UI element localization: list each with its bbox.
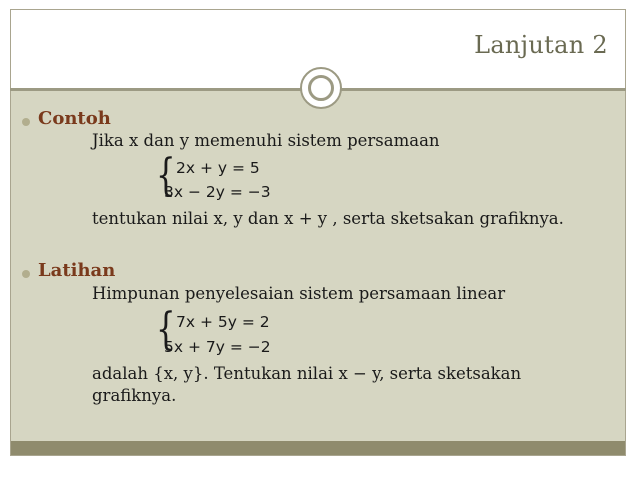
- contoh-brace-icon: {: [156, 150, 176, 201]
- latihan-brace-icon: {: [156, 304, 176, 355]
- latihan-intro: Himpunan penyelesaian sistem persamaan linear: [92, 284, 506, 303]
- bullet-latihan-icon: [22, 270, 30, 278]
- contoh-eq2: 3x − 2y = −3: [164, 183, 271, 201]
- slide-title: Lanjutan 2: [474, 31, 608, 59]
- contoh-task: tentukan nilai x, y dan x + y , serta sketsakan grafiknya.: [92, 209, 564, 228]
- ring-ornament-icon: [300, 67, 342, 109]
- latihan-task-line1: adalah {x, y}. Tentukan nilai x − y, serta sketsakan: [92, 364, 522, 383]
- latihan-heading: Latihan: [38, 260, 116, 281]
- bullet-contoh-icon: [22, 118, 30, 126]
- latihan-eq1: 7x + 5y = 2: [176, 313, 270, 331]
- contoh-heading: Contoh: [38, 108, 111, 129]
- contoh-intro: Jika x dan y memenuhi sistem persamaan: [92, 131, 440, 150]
- latihan-task-line2: grafiknya.: [92, 386, 177, 405]
- latihan-eq2: 5x + 7y = −2: [164, 338, 271, 356]
- contoh-eq1: 2x + y = 5: [176, 159, 260, 177]
- ring-inner: [308, 75, 334, 101]
